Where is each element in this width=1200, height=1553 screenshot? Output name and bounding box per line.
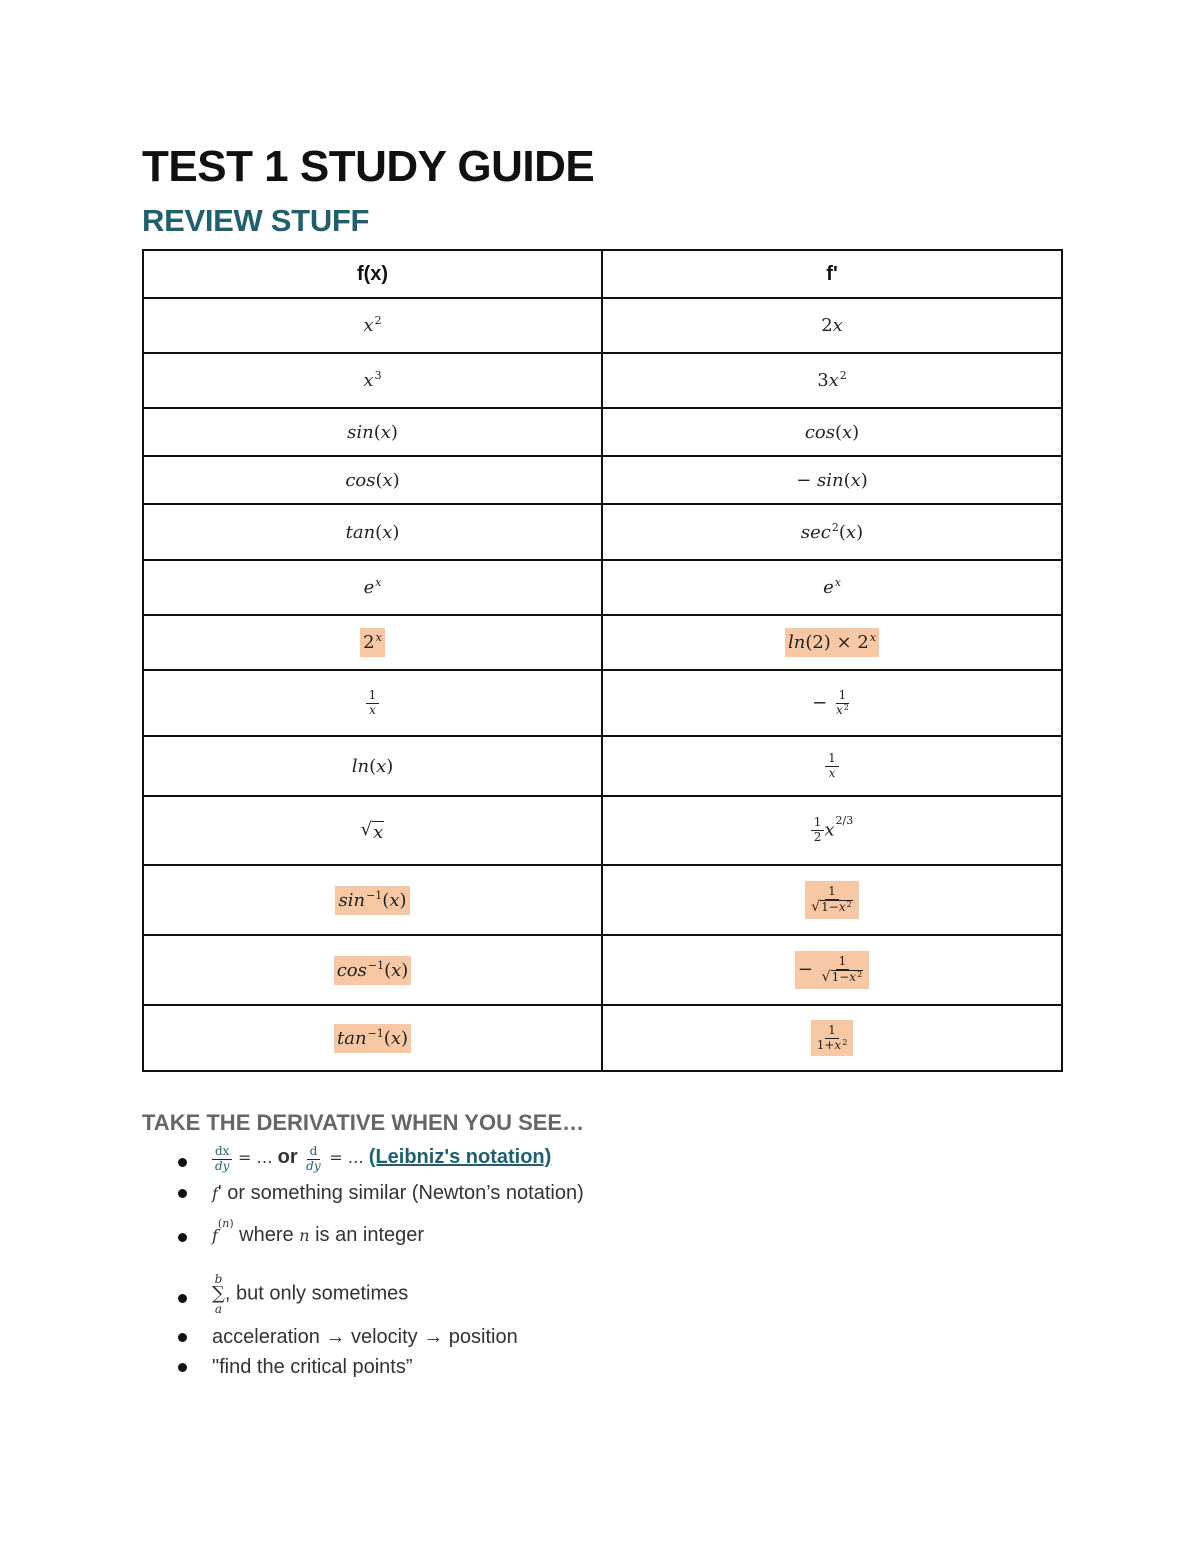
list-item xyxy=(142,1145,584,1183)
section-heading-review: REVIEW STUFF xyxy=(142,203,370,238)
cell-fprime xyxy=(602,1005,1062,1071)
math-expression: $\frac{1}{x}$ xyxy=(366,689,380,718)
cell-f xyxy=(143,935,602,1005)
math-n: n xyxy=(299,1226,310,1245)
table-row xyxy=(143,615,1062,670)
bullet-icon xyxy=(178,1158,187,1167)
newton-notation-text: ' or something similar (Newton’s notation) xyxy=(217,1182,584,1204)
cell-fprime xyxy=(602,560,1062,615)
math-f: f xyxy=(212,1184,218,1203)
math-expression: $e^x$ xyxy=(823,576,841,598)
cell-fprime xyxy=(602,865,1062,935)
table-row xyxy=(143,1005,1062,1071)
list-item xyxy=(142,1325,584,1357)
or-text: or xyxy=(277,1145,298,1168)
math-expression: $\frac{1}{2}$ $x^{2/3}$ xyxy=(811,816,854,845)
bullet-icon xyxy=(178,1333,187,1342)
table-row xyxy=(143,560,1062,615)
cell-f xyxy=(143,1005,602,1071)
cell-fprime xyxy=(602,935,1062,1005)
table-row xyxy=(143,935,1062,1005)
cell-f xyxy=(143,560,602,615)
sigma-icon: b ∑ a xyxy=(212,1272,225,1316)
highlighted-math-expression: − 1 √ $1-x^2$ xyxy=(795,951,869,989)
table-row xyxy=(143,670,1062,736)
integer-text: is an integer xyxy=(309,1224,425,1246)
cell-fprime xyxy=(602,736,1062,796)
math-expression: $e^x$ xyxy=(363,576,382,598)
math-expression: √ x xyxy=(360,818,384,843)
highlighted-math-expression: $\frac{1}{1+x^2}$ xyxy=(811,1020,854,1057)
table-row xyxy=(143,408,1062,456)
header-fx: f(x) xyxy=(143,250,602,298)
cell-f xyxy=(143,736,602,796)
highlighted-math-expression: $\tan^{-1}(x)$ xyxy=(334,1024,411,1053)
cell-f xyxy=(143,615,602,670)
list-item xyxy=(142,1183,584,1219)
math-expression: cos(x) xyxy=(804,421,860,443)
math-expression: sin(x) xyxy=(347,421,398,443)
cell-fprime xyxy=(602,504,1062,560)
highlighted-math-expression: 2$^x$ xyxy=(360,628,385,657)
cell-fprime xyxy=(602,670,1062,736)
math-expression: $3x^2$ xyxy=(817,369,847,391)
table-header-row xyxy=(143,250,1062,298)
math-dxdy: $\frac{dx}{dy}$ xyxy=(212,1145,232,1174)
math-expression: tan(x) xyxy=(345,521,400,543)
where-text: where xyxy=(233,1224,300,1246)
list-item xyxy=(142,1357,584,1387)
bullet-icon xyxy=(178,1363,187,1372)
cell-f xyxy=(143,408,602,456)
section-heading-derivative: TAKE THE DERIVATIVE WHEN YOU SEE… xyxy=(142,1110,585,1135)
math-expression: $\frac{1}{x}$ xyxy=(825,752,839,781)
math-expression: − $\frac{1}{x^2}$ xyxy=(812,687,849,717)
table-row xyxy=(143,353,1062,408)
math-expression: − sin(x) xyxy=(796,469,868,491)
equals-ellipsis-2: = … xyxy=(329,1147,369,1167)
list-item xyxy=(142,1216,584,1273)
math-expression: $\sec^2(x)$ xyxy=(800,520,864,543)
page-title: TEST 1 STUDY GUIDE xyxy=(142,142,595,191)
list-item xyxy=(142,1273,584,1325)
math-expression: $x^3$ xyxy=(363,369,382,391)
table-row xyxy=(143,796,1062,865)
bullet-icon xyxy=(178,1233,187,1242)
cell-fprime xyxy=(602,615,1062,670)
math-expression: cos(x) xyxy=(345,469,400,491)
cell-f xyxy=(143,456,602,504)
table-row xyxy=(143,504,1062,560)
table-row xyxy=(143,298,1062,353)
equals-ellipsis: = … xyxy=(238,1147,278,1167)
leibniz-notation-link[interactable]: (Leibniz's notation) xyxy=(368,1145,552,1168)
acceleration-text: acceleration → velocity → position xyxy=(212,1326,518,1348)
highlighted-math-expression: $\cos^{-1}(x)$ xyxy=(334,956,412,985)
highlighted-math-expression: 1 √ $1-x^2$ xyxy=(805,881,859,919)
table-row xyxy=(143,736,1062,796)
cell-f xyxy=(143,353,602,408)
sometimes-text: , but only sometimes xyxy=(224,1282,409,1305)
cell-fprime xyxy=(602,353,1062,408)
bullet-icon xyxy=(178,1294,187,1303)
cell-f xyxy=(143,298,602,353)
math-expression: ln(x) xyxy=(351,755,394,777)
table-row xyxy=(143,456,1062,504)
critical-points-text: "find the critical points” xyxy=(212,1356,413,1378)
cell-f xyxy=(143,670,602,736)
math-expression: 2x xyxy=(821,315,843,336)
table-row xyxy=(143,865,1062,935)
bullet-icon xyxy=(178,1189,187,1198)
bullet-list xyxy=(142,1145,584,1387)
highlighted-math-expression: $\sin^{-1}(x)$ xyxy=(335,886,409,915)
cell-f xyxy=(143,865,602,935)
highlighted-math-expression: $\ln(2) \times 2^x$ xyxy=(785,628,879,657)
cell-fprime xyxy=(602,408,1062,456)
math-expression: $x^2$ xyxy=(363,314,382,336)
math-ddy: $\frac{d}{dy}$ xyxy=(306,1144,321,1173)
cell-f xyxy=(143,504,602,560)
cell-f xyxy=(143,796,602,865)
derivative-table xyxy=(142,249,1063,1072)
cell-fprime xyxy=(602,298,1062,353)
cell-fprime xyxy=(602,796,1062,865)
cell-fprime xyxy=(602,456,1062,504)
math-fn: $f^{(n)}$ xyxy=(212,1216,234,1245)
header-fprime: f' xyxy=(602,250,1062,298)
